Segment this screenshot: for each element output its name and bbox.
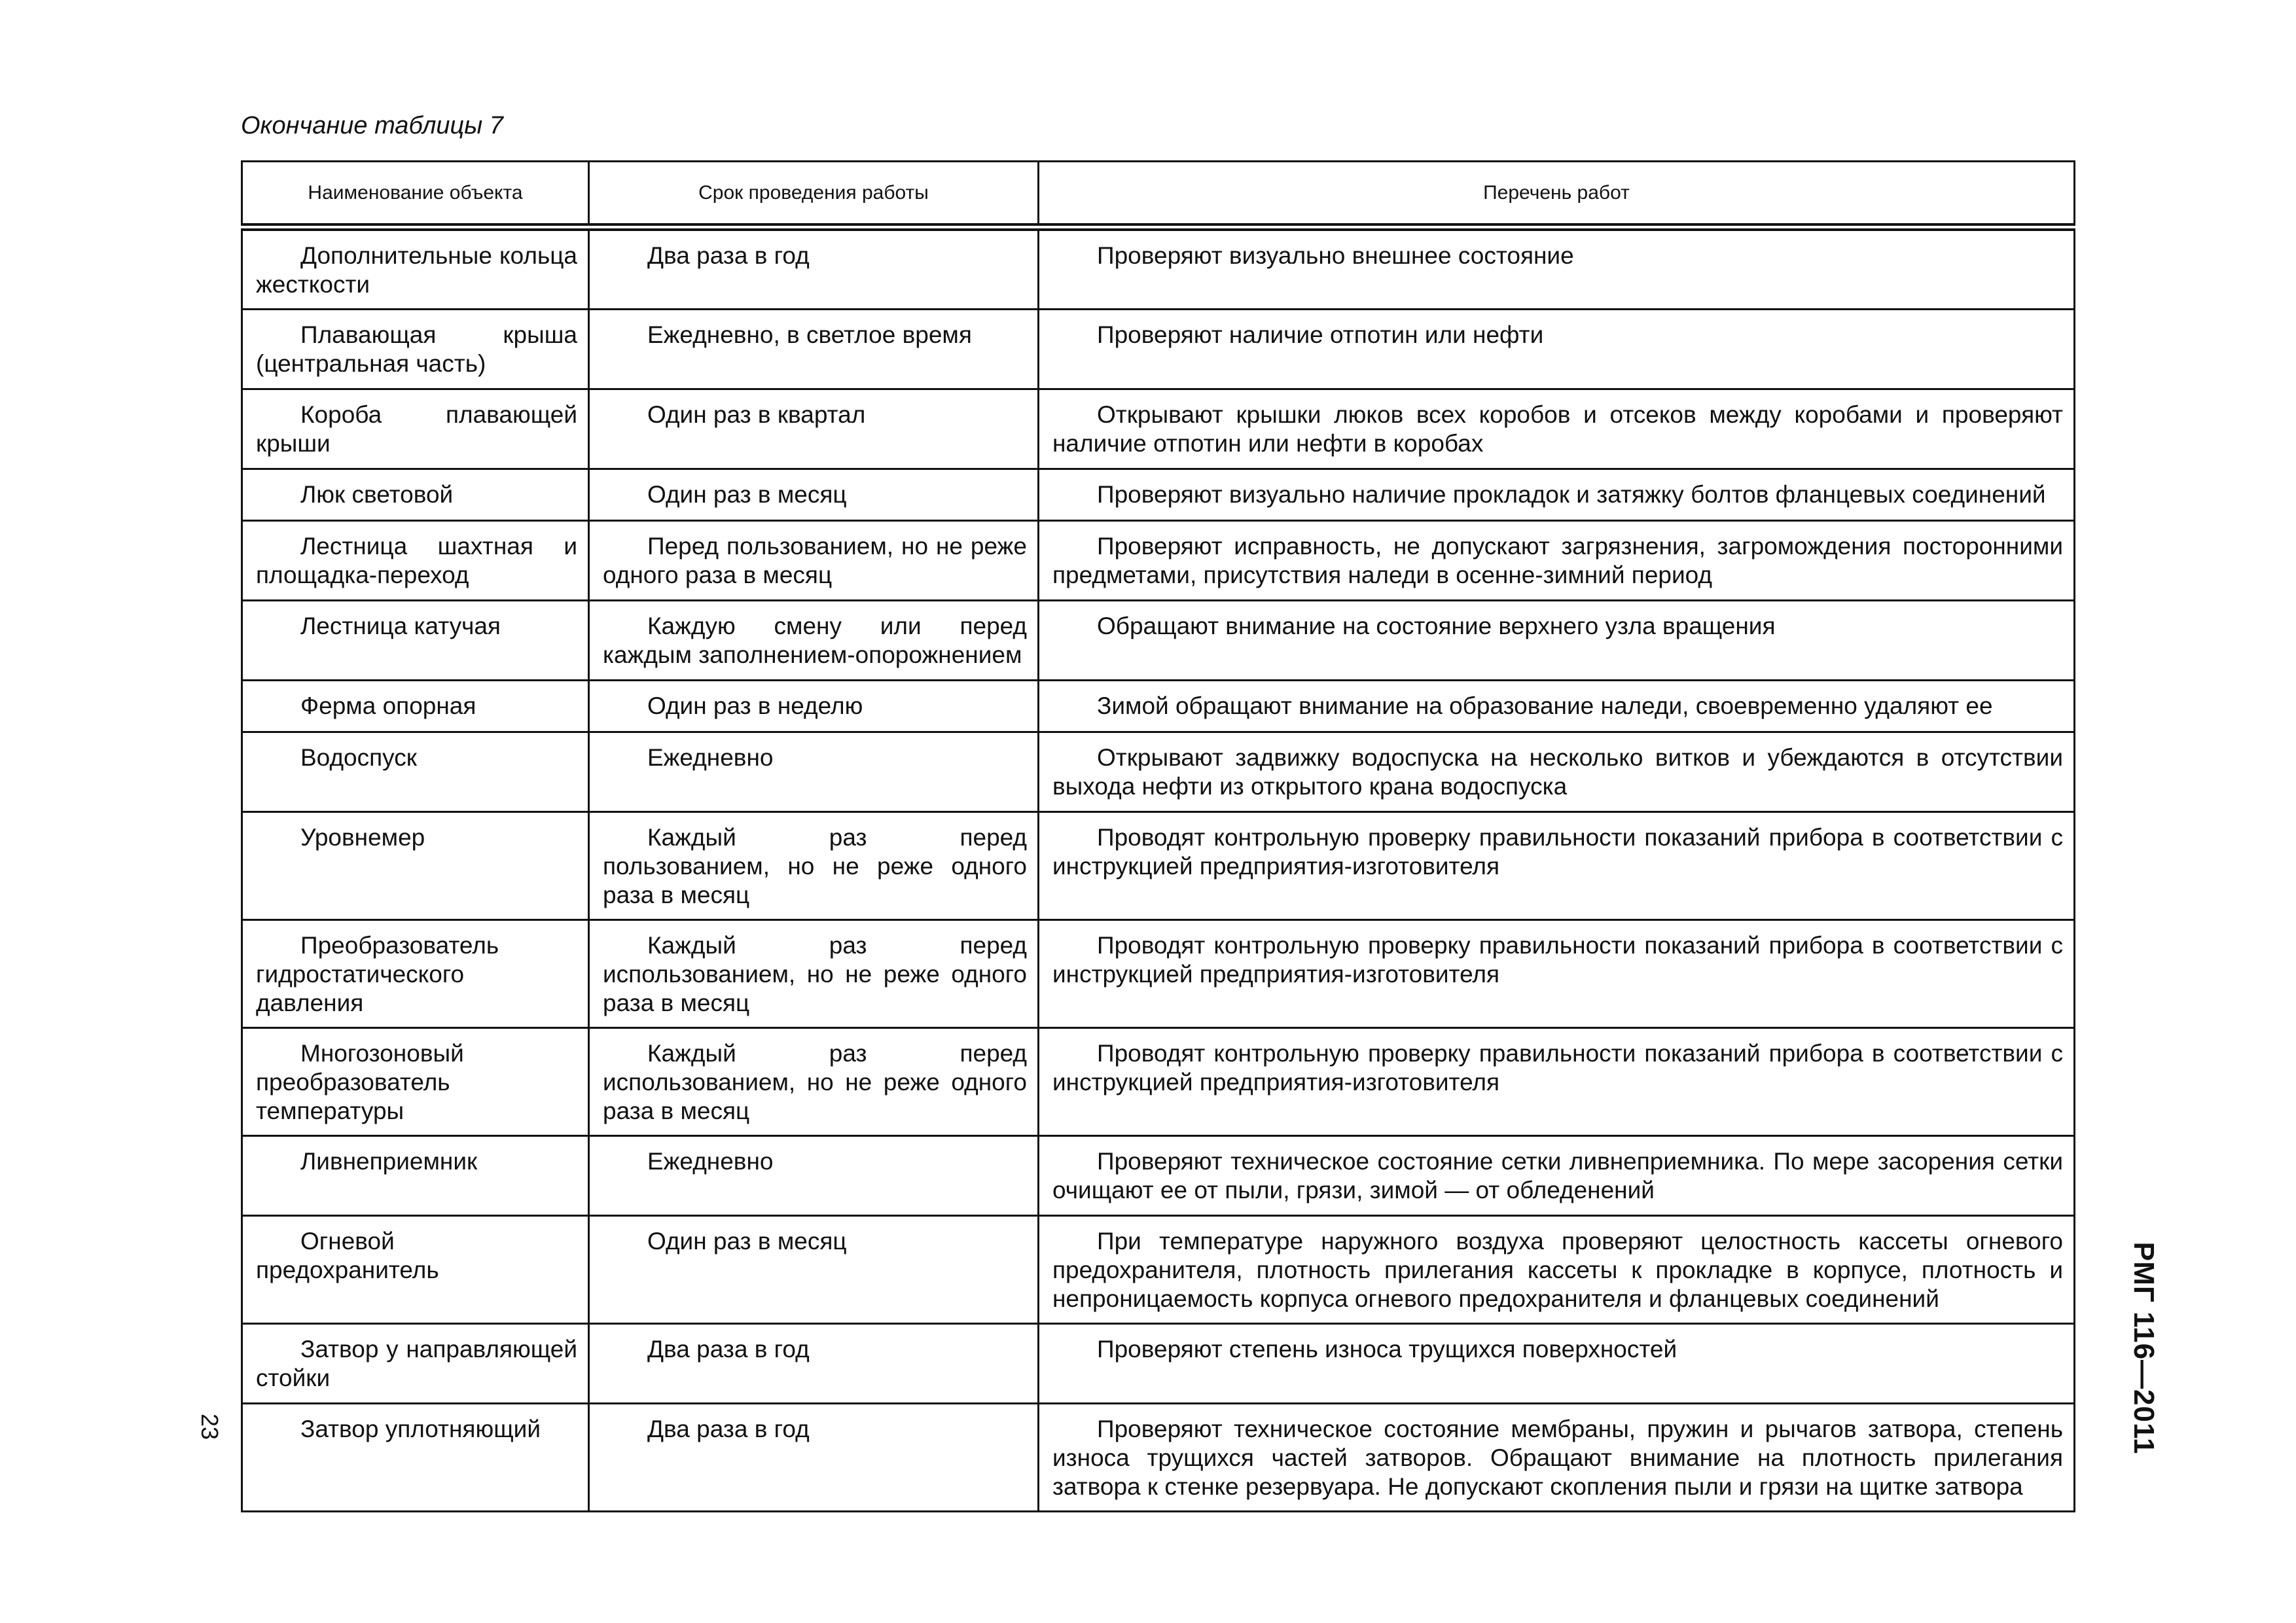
table-row <box>242 812 2075 920</box>
cell-object-name: Затвор уплотняющий <box>242 1404 589 1512</box>
cell-schedule: Каждую смену или перед каждым заполнением-опорожнением <box>589 601 1039 681</box>
cell-object-name: Лестница катучая <box>242 601 589 681</box>
table-row <box>242 1136 2075 1216</box>
table-row <box>242 227 2075 310</box>
table-row <box>242 601 2075 681</box>
cell-work-list: Проводят контрольную проверку правильности показаний прибора в соответствии с инструкцией предприятия-изготовителя <box>1039 812 2075 920</box>
maintenance-table-container <box>241 160 2073 1512</box>
cell-object-name: Ливнеприемник <box>242 1136 589 1216</box>
table-row <box>242 310 2075 389</box>
cell-object-name: Многозоновый преобразователь температуры <box>242 1028 589 1136</box>
table-row <box>242 732 2075 812</box>
cell-work-list: Проверяют наличие отпотин или нефти <box>1039 310 2075 389</box>
cell-object-name: Уровнемер <box>242 812 589 920</box>
document-code: РМГ 116—2011 <box>2128 1241 2160 1455</box>
document-code-container <box>2117 1241 2170 1455</box>
cell-object-name: Плавающая крыша (центральная часть) <box>242 310 589 389</box>
cell-object-name: Преобразователь гидростатического давления <box>242 920 589 1028</box>
cell-work-list: Открывают задвижку водоспуска на несколько витков и убеждаются в отсутствии выхода нефти из открытого крана водоспуска <box>1039 732 2075 812</box>
cell-schedule: Один раз в месяц <box>589 1216 1039 1324</box>
table-row <box>242 920 2075 1028</box>
page-number: 23 <box>196 1413 223 1440</box>
cell-work-list: Открывают крышки люков всех коробов и отсеков между коробами и проверяют наличие отпотин или нефти в коробах <box>1039 389 2075 469</box>
table-row <box>242 1404 2075 1512</box>
table-row <box>242 681 2075 732</box>
table-row <box>242 521 2075 601</box>
cell-object-name: Дополнительные кольца жесткости <box>242 227 589 310</box>
header-object-name: Наименование объекта <box>242 162 589 228</box>
cell-schedule: Два раза в год <box>589 1324 1039 1404</box>
cell-work-list: При температуре наружного воздуха проверяют целостность кассеты огневого предохранителя, плотность прилегания кассеты к прокладке в корпусе, плотность и непроницаемость корпуса огневого предохранителя и фланцевых соединений <box>1039 1216 2075 1324</box>
cell-object-name: Огневой предохранитель <box>242 1216 589 1324</box>
header-work-list: Перечень работ <box>1039 162 2075 228</box>
cell-work-list: Проверяют визуально внешнее состояние <box>1039 227 2075 310</box>
cell-object-name: Люк световой <box>242 469 589 521</box>
table-row <box>242 1216 2075 1324</box>
cell-work-list: Проверяют техническое состояние сетки ливнеприемника. По мере засорения сетки очищают ее от пыли, грязи, зимой — от обледенений <box>1039 1136 2075 1216</box>
cell-work-list: Зимой обращают внимание на образование наледи, своевременно удаляют ее <box>1039 681 2075 732</box>
header-schedule: Срок проведения работы <box>589 162 1039 228</box>
cell-schedule: Ежедневно <box>589 732 1039 812</box>
cell-schedule: Ежедневно <box>589 1136 1039 1216</box>
cell-schedule: Один раз в квартал <box>589 389 1039 469</box>
table-body <box>242 227 2075 1512</box>
cell-schedule: Каждый раз перед пользованием, но не реже одного раза в месяц <box>589 812 1039 920</box>
maintenance-table <box>241 160 2075 1512</box>
cell-schedule: Один раз в неделю <box>589 681 1039 732</box>
cell-work-list: Проверяют исправность, не допускают загрязнения, загромождения посторонними предметами, присутствия наледи в осенне-зимний период <box>1039 521 2075 601</box>
table-header-row <box>242 162 2075 228</box>
cell-schedule: Перед пользованием, но не реже одного раза в месяц <box>589 521 1039 601</box>
cell-object-name: Лестница шахтная и площадка-переход <box>242 521 589 601</box>
cell-schedule: Ежедневно, в светлое время <box>589 310 1039 389</box>
cell-object-name: Водоспуск <box>242 732 589 812</box>
table-row <box>242 469 2075 521</box>
table-row <box>242 1324 2075 1404</box>
cell-work-list: Проводят контрольную проверку правильности показаний прибора в соответствии с инструкцией предприятия-изготовителя <box>1039 920 2075 1028</box>
table-caption: Окончание таблицы 7 <box>241 112 503 139</box>
table-row <box>242 389 2075 469</box>
cell-object-name: Короба плавающей крыши <box>242 389 589 469</box>
cell-work-list: Проверяют степень износа трущихся поверхностей <box>1039 1324 2075 1404</box>
cell-schedule: Один раз в месяц <box>589 469 1039 521</box>
page-number-container <box>190 1400 229 1453</box>
cell-object-name: Ферма опорная <box>242 681 589 732</box>
cell-schedule: Каждый раз перед использованием, но не реже одного раза в месяц <box>589 920 1039 1028</box>
cell-schedule: Каждый раз перед использованием, но не реже одного раза в месяц <box>589 1028 1039 1136</box>
cell-schedule: Два раза в год <box>589 227 1039 310</box>
cell-work-list: Проводят контрольную проверку правильности показаний прибора в соответствии с инструкцией предприятия-изготовителя <box>1039 1028 2075 1136</box>
table-row <box>242 1028 2075 1136</box>
cell-object-name: Затвор у направляющей стойки <box>242 1324 589 1404</box>
cell-schedule: Два раза в год <box>589 1404 1039 1512</box>
cell-work-list: Проверяют техническое состояние мембраны, пружин и рычагов затвора, степень износа трущихся частей затворов. Обращают внимание на плотность прилегания затвора к стенке резервуара. Не допускают скопления пыли и грязи на щитке затвора <box>1039 1404 2075 1512</box>
cell-work-list: Проверяют визуально наличие прокладок и затяжку болтов фланцевых соединений <box>1039 469 2075 521</box>
cell-work-list: Обращают внимание на состояние верхнего узла вращения <box>1039 601 2075 681</box>
